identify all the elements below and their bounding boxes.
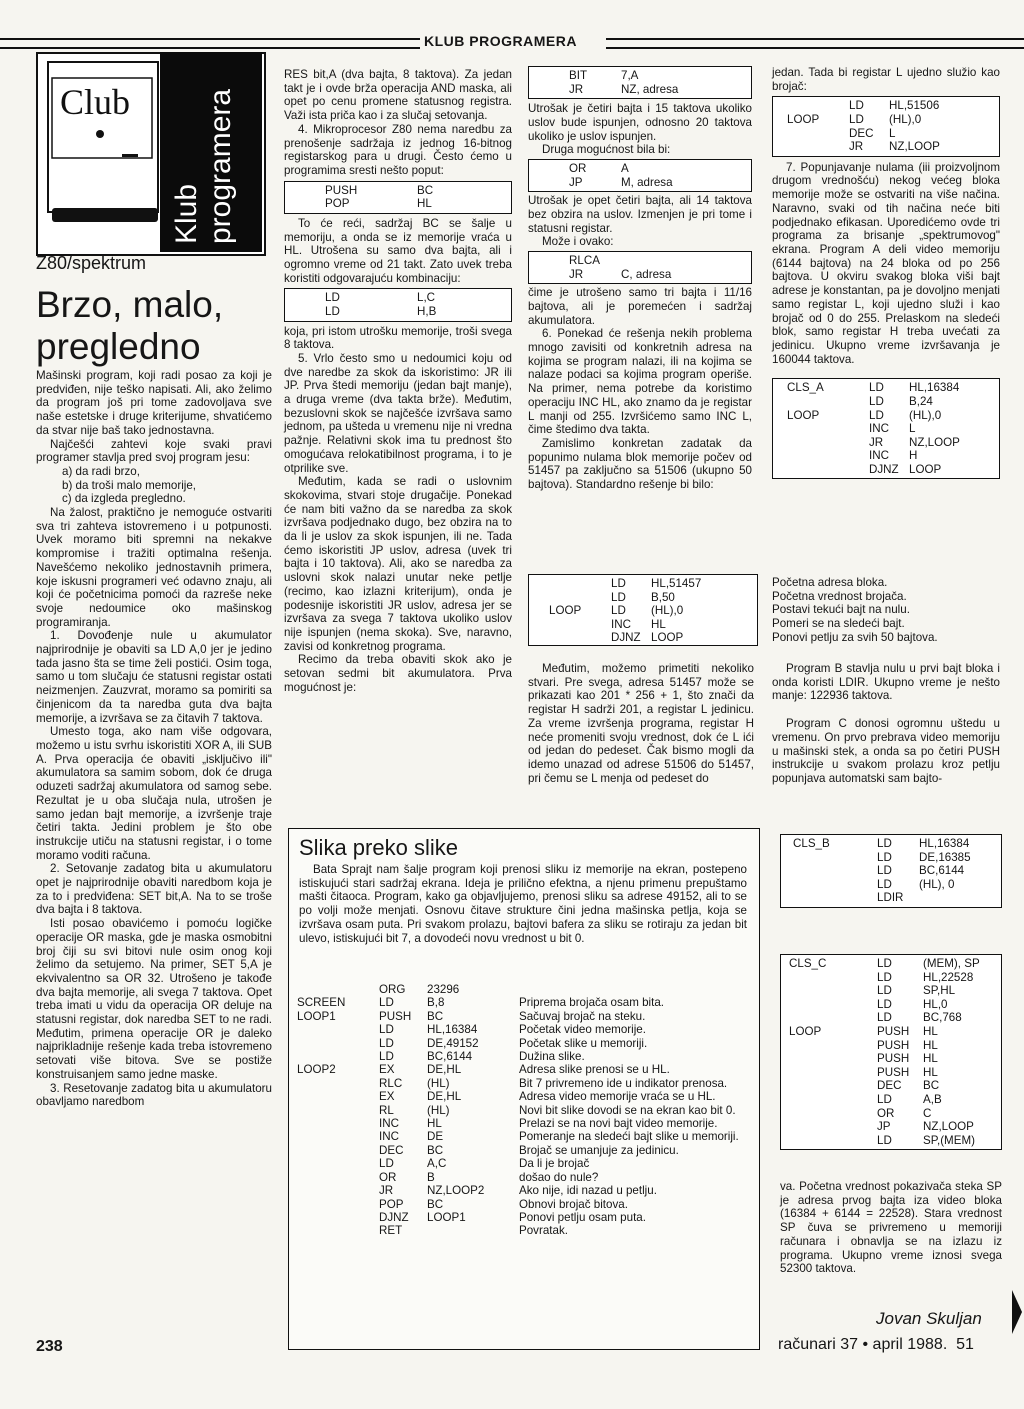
computer-icon: [38, 54, 162, 250]
column-3-bottom: [528, 662, 754, 785]
code-rlca: RLCA JR C, adresa: [528, 251, 752, 284]
column-2: [284, 68, 512, 695]
listing-row: EX DE,HL Adresa video memorije vraća se u HL.: [379, 1090, 716, 1104]
box-slika-preko-slike: [288, 828, 760, 1350]
logo-vertical-text: [160, 52, 262, 252]
col1-p7: Isti posao obavićemo i pomoću logičke operacije OR maska, gde je maska osmobitni broj čiji su svi bitovi nule osim onog koji želimo da setujemo. Na primer, SET 5,A je ekvivalentno sa OR 32. Utrošeno je takođe dva bajta memorije, ali svega 7 taktova. Opet treba imati u vidu da operacija OR deluje na statusni registar, dok naredba SET to ne radi. Međutim, primena operacije OR je daleko najprikladnije rešenje kada treba istovremeno setovati više bitova. Sve se postiže konstruisanjem samo jedne maske.: [36, 917, 272, 1081]
column-4-end: [780, 1180, 1002, 1276]
listing-row: POP BC Obnovi brojač bitova.: [379, 1197, 628, 1211]
listing-row: DJNZ LOOP1 Ponovi petlju osam puta.: [379, 1210, 646, 1224]
listing-row: RET Povratak.: [379, 1224, 568, 1238]
col1-p5: Umesto toga, ako nam više odgovara, možemo u istu svrhu iskoristiti XOR A, ili SUB A. Prva operacija će obaviti „isključivo ili" akumulatora sa samim sobom, dok će druga oduzeti sadržaj akumulatora od samog sebe. Rezultat je u oba slučaja nula, utrošen je samo jedan bajt memorije, a izvršenje traje četiri takta. Jedini problem je što obe instrukcije utiču na statusni registar, i o tome moramo voditi računa.: [36, 725, 272, 862]
col1-p3: Na žalost, praktično je nemoguće ostvariti sva tri zahteva istovremeno i u potpunosti. Uvek moramo biti spremni na nekakve kompromise i tražiti optimalna rešenja. Navešćemo nekoliko jednostavnih primera, koje iskusni programeri već odavno znaju, ali koji će početnicima pomoći da razreše neke svoje nedoumice oko mašinskog programiranja.: [36, 506, 272, 629]
col3-p7: Zamislimo konkretan zadatak da popunimo nulama blok memorije počev od 51457 pa zaključno sa 51506 (ukupno 50 bajtova). Standardno rešenje bi bilo:: [528, 436, 752, 492]
code-push-pop: PUSH BC POP HL: [284, 181, 512, 214]
author: Jovan Skuljan: [876, 1309, 982, 1328]
col3-p4: Može i ovako:: [542, 235, 614, 249]
col1-list-c: c) da izgleda pregledno.: [62, 492, 186, 506]
box-title: Slika preko slike: [299, 835, 458, 860]
listing-row: LOOP2 EX DE,HL Adresa slike prenosi se u HL.: [297, 1063, 670, 1077]
col3-p1: Utrošak je četiri bajta i 15 taktova ukoliko uslov bude ispunjen, odnosno 20 taktova ukoliko je uslov ispunjen.: [528, 102, 752, 143]
col4-p2: 7. Popunjavanje nulama (iii proizvoljnom drugom vrednošću) nekog većeg bloka memorije može se ostvariti na više načina. Naravno, svaki od tih načina neće biti podjednako efikasan. Uporedićemo ovde tri programa za brisanje „spektrumovog" ekrana. Program A deli video memoriju (6144 bajtova) na 24 bloka od po 256 bajtova. U okviru svakog bloka viši bajt adrese je konstantan, pa je dovoljno menjati samo registar L, koji ujedno služi i kao brojač od 0 do 255. Prelaskom na sledeći blok, samo registar H treba uvećati za jedinicu. Ukupno vreme izvršavanja je 160044 taktova.: [772, 160, 1000, 366]
page-number-right: 51: [956, 1336, 974, 1353]
logo-word: Club: [60, 82, 131, 122]
listing-row: RLC (HL) Bit 7 privremeno ide u indikator prenosa.: [379, 1076, 728, 1090]
listing-row: DEC BC Brojač se umanjuje za jedinicu.: [379, 1143, 679, 1157]
section-label: Z80/spektrum: [36, 253, 147, 273]
col3-p5: čime je utrošeno samo tri bajta i 11/16 bajtova, ali je poremećen i sadržaj akumulatora.: [528, 286, 752, 327]
header-rule-right: [606, 38, 1024, 49]
col3-p6: 6. Ponekad će rešenja nekih problema mnogo zavisiti od konkretnih adresa na kojima se program nalazi, ili na kojima se nalaze podaci sa kojima program operiše. Na primer, nema potrebe da koristimo operaciju INC HL, ako znamo da je registar L manji od 255. Izvršićemo samo INC L, čime štedimo dva takta.: [528, 327, 752, 437]
box-intro: Bata Sprajt nam šalje program koji prenosi sliku iz memorije na ekran, postepeno istiskujući stari sadržaj ekrana. Ideja je prilično efektna, a njenu primenu prepuštamo mašti čitaoca. Program, kako ga objavljujemo, prenosi sliku sa adrese 49152, ali to se po volji može menjati. Osnovu čitave strukture čini jedna mašinska petlja, koja se izvršava osam puta. Pri svakom prolazu, bajtovi bafera za sliku se rotiraju za jedan bit ulevo, istiskujući bit 7, a dovodeći novu vrednost u bit 0.: [299, 863, 747, 945]
code-standard-comments: Početna adresa bloka. Početna vrednost brojača. Postavi tekući bajt na nulu. Pomeri se na sledeći bajt. Ponovi petlju za svih 50 bajtova.: [772, 576, 938, 644]
code-standard-solution: LD HL,51457 LD B,50 LOOP LD (HL),0 INC HL DJNZ LOOP: [528, 574, 758, 646]
column-3: [528, 66, 752, 492]
continue-arrow-icon: [1012, 1290, 1022, 1334]
box-listing: [297, 983, 753, 1238]
listing-row: INC DE Pomeranje na sledeći bajt slike u memoriji.: [379, 1130, 739, 1144]
col2-p2: 4. Mikroprocesor Z80 nema naredbu za prenošenje sadržaja iz jednog 16-bitnog registarskog para u drugi. Često ćemo u programima sresti nešto poput:: [284, 122, 512, 177]
column-4-bottom: [772, 662, 1000, 786]
code-cls-c: CLS_C LD (MEM), SP LD HL,22528 LD SP,HL LD HL,0 LD BC,768 LOOP PUSH HL PUSH HL PUSH HL PUSH HL DEC BC LD A,B OR C JP NZ,LOOP LD SP,(MEM): [780, 954, 1002, 1150]
col4b-p2: Program C donosi ogromnu uštedu u vremenu. On prvo prebrava video memoriju u mašinski stek, a onda sa po četiri PUSH instrukcije u svakom prolazu kroz petlju popunjava automatski sam bajto-: [772, 717, 1000, 785]
logo-line-1: Klub: [170, 183, 203, 244]
magazine-name: računari 37 • april 1988.: [778, 1336, 948, 1353]
col1-p2: Najčešći zahtevi koje svaki pravi programer stavlja pred svoj program jesu:: [36, 437, 272, 465]
col1-list-b: b) da troši malo memorije,: [62, 478, 197, 492]
listing-row: JR NZ,LOOP2 Ako nije, idi nazad u petlju.: [379, 1184, 657, 1198]
code-bit: BIT 7,A JR NZ, adresa: [528, 66, 752, 99]
col2-p5: 5. Vrlo često smo u nedoumici koju od dve naredbe za skok da iskoristimo: JR ili JP. Prva štedi memoriju (jedan bajt manje), a druga vreme (dva takta brže). Međutim, bezuslovni skok se najčešće izvršava samo jednom, pa ušteda u vremenu nije ni vredna pažnje. Relativni skok ima tu prednost što omogućava relokatibilnost programa, i to je otprilike sve.: [284, 351, 512, 475]
col1-p6: 2. Setovanje zadatog bita u akumulatoru opet je najprirodnije obaviti naredbom koja je za to i predviđena: SET bit,A. Na to se troše dva bajta i 8 taktova.: [36, 862, 272, 917]
column-1: [36, 369, 272, 1109]
col4-p1: jedan. Tada bi registar L ujedno služio kao brojač:: [772, 66, 1000, 93]
col1-p1: Mašinski program, koji radi posao za koji je predviđen, nije teško napisati. Ali, ako želimo da program još pri tome zadovoljava sve naše estetske i druge kriterijume, shvatićemo da stvar nije baš tako jednostavna.: [36, 369, 272, 437]
col1-p8: 3. Resetovanje zadatog bita u akumulatoru obavljamo naredbom: [36, 1081, 272, 1109]
logo-line-2: programera: [204, 88, 237, 244]
code-l-counter: LD HL,51506 LOOP LD (HL),0 DEC L JR NZ,LOOP: [772, 96, 1000, 156]
col3b-p1: Međutim, možemo primetiti nekoliko stvari. Pre svega, adresa 51457 može se prikazati kao 201 * 256 + 1, što znači da registar H sadrži 201, a registar L jedinicu. Za vreme izvršenja programa, registar H neće promeniti svoju vrednost, dok će L ići od jedan do pedeset. Čak bismo mogli da idemo unazad od adrese 51506 do 51457, pri čemu se L menja od pedeset do: [528, 662, 754, 785]
listing-row: RL (HL) Novi bit slike dovodi se na ekran kao bit 0.: [379, 1103, 736, 1117]
code-ld-pair: LD L,C LD H,B: [284, 288, 512, 321]
listing-row: LOOP1 PUSH BC Sačuvaj brojač na steku.: [297, 1009, 646, 1023]
code-cls-b: CLS_B LD HL,16384 LD DE,16385 LD BC,6144 LD (HL), 0 LDIR: [780, 834, 1002, 908]
col4b-p1: Program B stavlja nulu u prvi bajt bloka i onda koristi LDIR. Ukupno vreme je nešto manje: 122936 taktova.: [772, 662, 1000, 703]
header-title: KLUB PROGRAMERA: [424, 33, 577, 49]
code-or: OR A JP M, adresa: [528, 159, 752, 192]
magazine-footer: [778, 1338, 974, 1352]
listing-row: ORG 23296: [379, 983, 460, 996]
col3-p3: Utrošak je opet četiri bajta, ali 14 taktova bez obzira na uslov. Izmenjen je pri tome i statusni registar.: [528, 194, 752, 235]
listing-row: LD BC,6144 Dužina slike.: [379, 1050, 585, 1064]
col2-p4: koja, pri istom utrošku memorije, troši svega 8 taktova.: [284, 324, 512, 352]
col2-p1: RES bit,A (dva bajta, 8 taktova). Za jedan takt je i ovde brža operacija AND maska, ali opet po cenu promene statusnog registra. Važi ista priča kao i za slučaj setovanja.: [284, 68, 512, 123]
listing-row: OR B došao do nule?: [379, 1170, 599, 1184]
col1-list-a: a) da radi brzo,: [62, 464, 140, 478]
col2-p7: Recimo da treba obaviti skok ako je setovan sedmi bit akumulatora. Prva mogućnost je:: [284, 653, 512, 694]
listing-row: LD HL,16384 Početak video memorije.: [379, 1023, 646, 1037]
col2-p3: To će reći, sadržaj BC se šalje u memoriju, a onda se iz memorije vraća u HL. Utrošena su samo dva bajta, ali i ogromno vreme od 21 takt. Zato uvek treba koristiti odgovarajuću kombinaciju:: [284, 216, 512, 285]
listing-row: SCREEN LD B,8 Pripremа brojača osam bita.: [297, 996, 664, 1010]
col4b-p3: va. Početna vrednost pokazivača steka SP je adresa prvog bajta iza video bloka (16384 + 6144 = 22528). Stara vrednost SP čuva se privremeno u memoriji računara i obnavlja se na izlazu iz programa. Ukupno vreme iznosi svega 52300 taktova.: [780, 1180, 1002, 1276]
col1-p4: 1. Dovođenje nule u akumulator najprirodnije je obaviti sa LD A,0 jer je jedino tada jasno šta se time želi postići. Osim toga, samo u tom slučaju će statusni registar ostati neizmenjen. Zauzvrat, moramo sa pomiriti sa činjenicom da ta naredba guta dva bajta memorije, a izvršava se za čitavih 7 taktova.: [36, 629, 272, 725]
code-cls-a: CLS_A LD HL,16384 LD B,24 LOOP LD (HL),0 INC L JR NZ,LOOP INC H DJNZ LOOP: [772, 378, 1000, 479]
page-number-left: 238: [36, 1338, 63, 1355]
listing-row: INC HL Prelazi se na novi bajt video memorije.: [379, 1117, 718, 1131]
listing-row: LD DE,49152 Početak slike u memoriji.: [379, 1036, 648, 1050]
col2-p6: Međutim, kada se radi o uslovnim skokovima, stvari stoje drugačije. Ponekad će nam biti važno da se naredba za skok izvršava podjednako dugo, bez obzira na to da li je uslov za skok ispunjen, ili ne. Tada ćemo iskoristiti JP uslov, adresa (uvek tri bajta i 10 taktova). Ali, ako se naredba za uslovni skok nalazi unutar neke petlje (recimo, kao izlazni kriterijum), onda je podesnije iskoristiti JR uslov, adresa jer se izvršava za svega 7 taktova ukoliko uslov nije ispunjen (nema skoka). Sve, naravno, zavisi od konkretnog programa.: [284, 475, 512, 653]
headline: Brzo, malo, pregledno: [36, 284, 224, 367]
column-4: [772, 66, 1000, 479]
header-rule-left: [0, 38, 420, 49]
listing-row: LD A,C Da li je brojač: [379, 1157, 590, 1171]
col3-p2: Druga mogućnost bila bi:: [542, 143, 671, 157]
